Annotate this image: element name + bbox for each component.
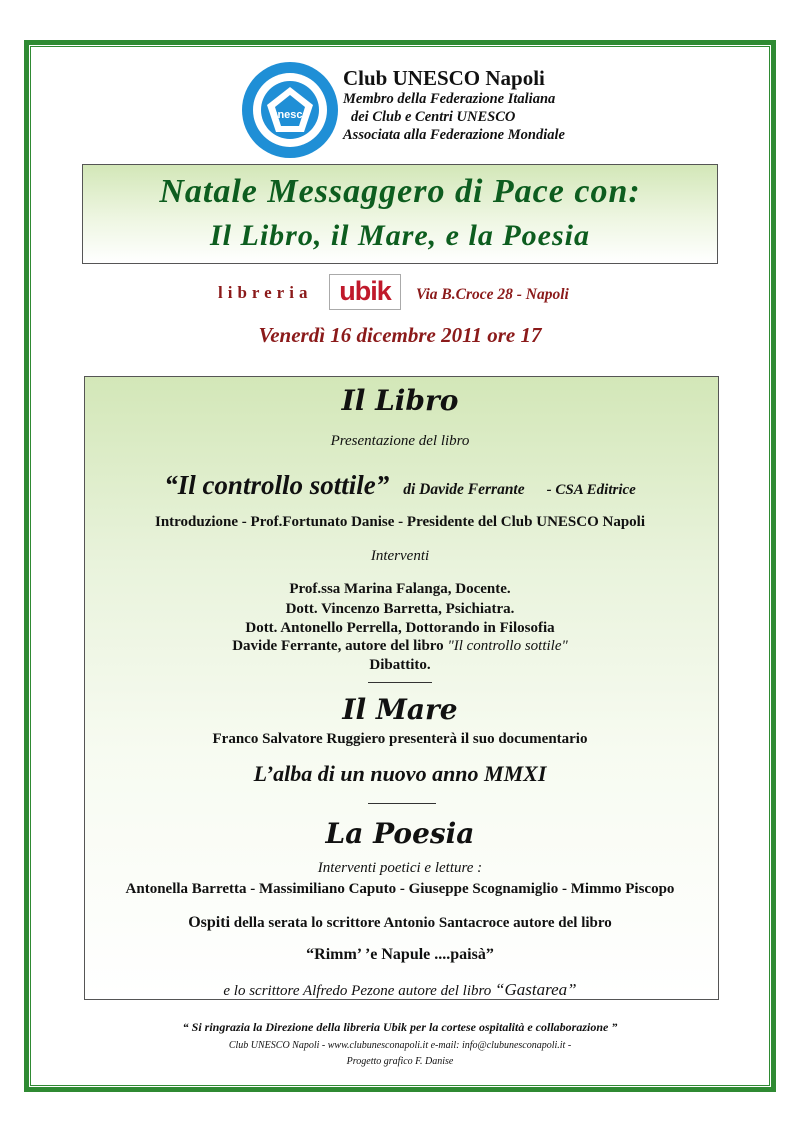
author-line-book: "Il controllo sottile" [447, 638, 568, 654]
footer-contacts: Club UNESCO Napoli - www.clubunesconapoli.it e-mail: info@clubunesconapoli.it - [228, 1040, 572, 1051]
ubik-logo-text: ubik [339, 276, 391, 306]
club-info [343, 66, 583, 144]
libro-presentation: Presentazione del libro [330, 433, 470, 449]
poesia-interventi: Interventi poetici e letture : [317, 860, 483, 876]
ubik-logo [329, 274, 401, 310]
divider-1 [368, 682, 432, 683]
author-line-prefix: Davide Ferrante, autore del libro [232, 638, 448, 654]
venue-address: Via B.Croce 28 - Napoli [416, 286, 569, 303]
footer-credits: Progetto grafico F. Danise [346, 1056, 454, 1067]
club-line-2: dei Club e Centri UNESCO [351, 109, 516, 125]
interventi-label: Interventi [370, 548, 430, 564]
second-guest-book: “Gastarea” [495, 980, 577, 999]
speaker-3: Dott. Antonello Perrella, Dottorando in Filosofia [245, 620, 555, 636]
title-line-2: Il Libro, il Mare, e la Poesia [210, 219, 590, 252]
book-author: di Davide Ferrante [403, 481, 525, 498]
guests-line [0, 914, 800, 932]
guests-rest: della serata lo scrittore Antonio Santacroce autore del libro [230, 915, 612, 931]
club-line-3: Associata alla Federazione Mondiale [343, 127, 565, 143]
mare-presenter: Franco Salvatore Ruggiero presenterà il suo documentario [212, 731, 588, 747]
book-title: “Il controllo sottile” [164, 470, 390, 500]
book-title-line [0, 470, 800, 501]
poets-list: Antonella Barretta - Massimiliano Caputo - Giuseppe Scognamiglio - Mimmo Piscopo [125, 881, 675, 897]
speaker-2: Dott. Vincenzo Barretta, Psichiatra. [285, 601, 515, 617]
introduction: Introduzione - Prof.Fortunato Danise - Presidente del Club UNESCO Napoli [154, 514, 646, 530]
libro-heading: Il Libro [341, 384, 459, 417]
divider-2 [368, 803, 436, 804]
unesco-logo [240, 60, 340, 160]
unesco-logo-text: unesco [270, 109, 310, 121]
second-guest-prefix: e lo scrittore Alfredo Pezone autore del libro [223, 983, 496, 999]
author-line [0, 638, 800, 655]
footer-thanks: “ Si ringrazia la Direzione della libreria Ubik per la cortese ospitalità e collaborazione ” [182, 1020, 618, 1034]
event-date: Venerdì 16 dicembre 2011 ore 17 [258, 323, 542, 347]
second-guest-line [0, 980, 800, 1000]
mare-heading: Il Mare [342, 693, 458, 726]
libreria-label: libreria [218, 283, 313, 302]
title-line-1: Natale Messaggero di Pace con: [159, 173, 641, 210]
title-box [82, 164, 718, 264]
book-publisher: - CSA Editrice [546, 482, 636, 498]
poesia-heading: La Poesia [325, 817, 475, 850]
documentary-title: L’alba di un nuovo anno MMXI [253, 761, 547, 786]
guests-prefix: Ospiti [188, 914, 231, 931]
speaker-1: Prof.ssa Marina Falanga, Docente. [289, 581, 511, 597]
club-line-1: Membro della Federazione Italiana [343, 91, 556, 107]
club-name: Club UNESCO Napoli [343, 66, 545, 90]
guest-book: “Rimm’ ’e Napule ....paisà” [306, 946, 494, 963]
debate: Dibattito. [369, 657, 431, 673]
